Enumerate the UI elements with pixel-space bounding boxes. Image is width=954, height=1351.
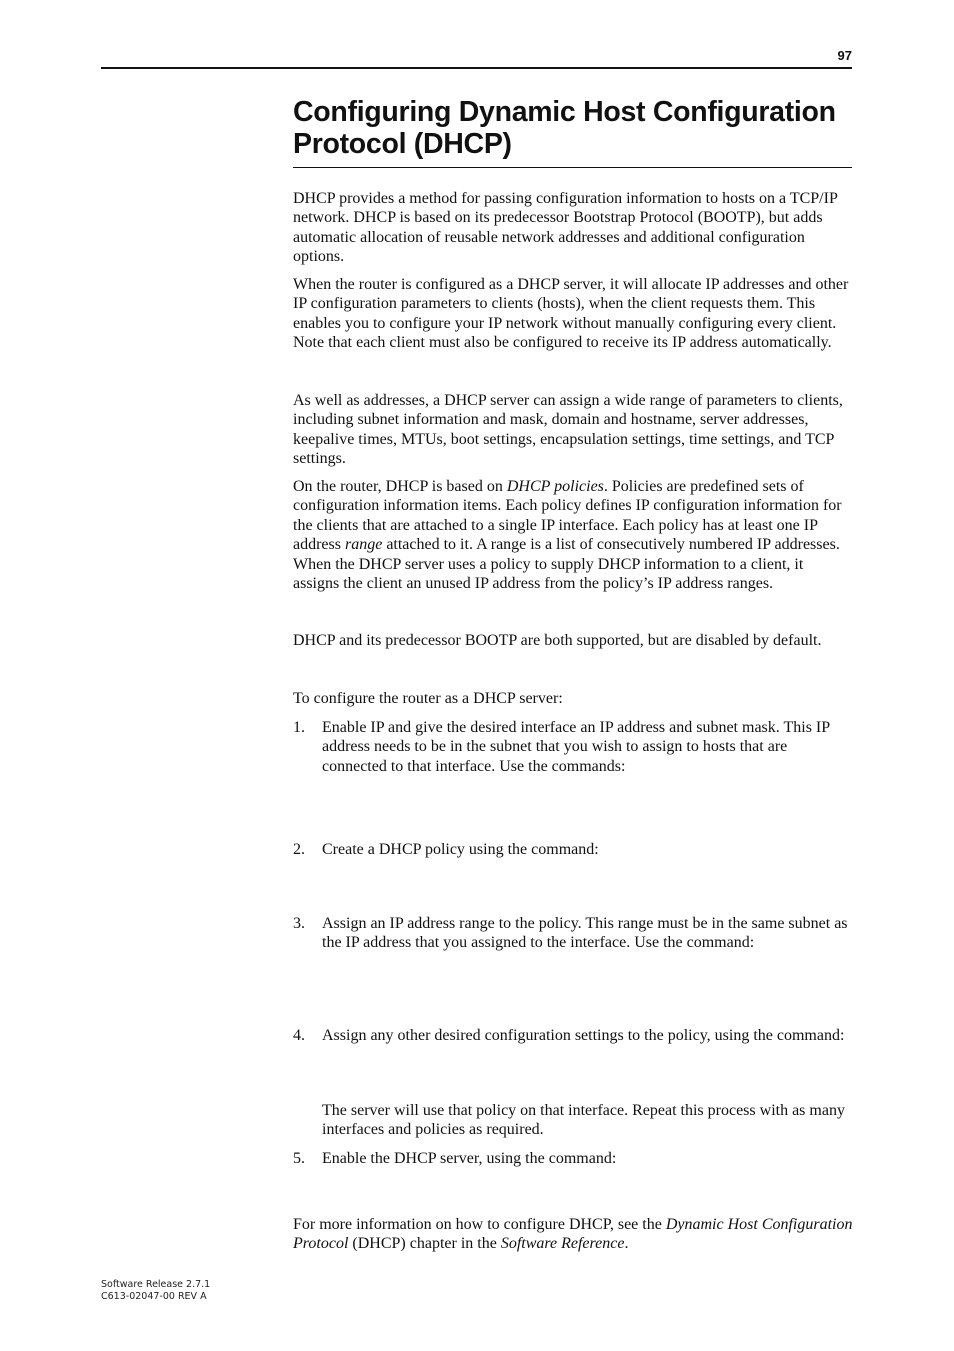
step-text: Assign an IP address range to the policy. This range must be in the same subnet as the IP address that you assigned to the interface. Use the command: [322, 915, 848, 952]
step-number: 2. [293, 841, 305, 858]
paragraph-server-role: When the router is configured as a DHCP server, it will allocate IP addresses and other IP configuration parameters to clients (hosts), when the client requests them. This enables you to configure your IP network without manually configuring every client. Note that each client must also be configured to receive its IP address automatically. [293, 276, 849, 352]
policies-term-dhcp-policies: DHCP policies [506, 478, 604, 495]
more-info-chapter-title: Dynamic Host Configuration Protocol [293, 1216, 853, 1253]
page-title: Configuring Dynamic Host Configuration Protocol (DHCP) [293, 96, 836, 160]
step-number: 3. [293, 915, 305, 932]
footer-release: Software Release 2.7.1 [101, 1279, 211, 1290]
paragraph-parameters: As well as addresses, a DHCP server can assign a wide range of parameters to clients, including subnet information and mask, domain and hostname, server addresses, keepalive times, MTUs, boot settings, encapsulation settings, time settings, and TCP settings. [293, 392, 843, 468]
title-rule [293, 167, 852, 168]
more-info-text-a: For more information on how to configure DHCP, see the [293, 1216, 666, 1233]
policies-text-e: attached to it. A range is a list of consecutively numbered IP addresses. When the DHCP server uses a policy to supply DHCP information to a client, it assigns the client an unused IP address from the policy’s IP address ranges. [293, 536, 840, 593]
policies-text-c: . Policies are predefined sets of configuration information items. Each policy defines IP configuration information for the clients that are attached to a single IP interface. Each policy has at least one IP address [293, 478, 842, 554]
paragraph-steps-intro: To configure the router as a DHCP server: [293, 690, 563, 707]
policies-term-range: range [344, 536, 383, 554]
more-info-book-title: Software Reference [500, 1235, 625, 1253]
paragraph-intro: DHCP provides a method for passing configuration information to hosts on a TCP/IP network. DHCP is based on its predecessor Bootstrap Protocol (BOOTP), but adds automatic allocation of reusable network addresses and additional configuration options. [293, 190, 838, 266]
more-info-text-e: . [624, 1235, 629, 1253]
paragraph-policies [293, 477, 853, 593]
step-text: Assign any other desired configuration settings to the policy, using the command: [322, 1027, 845, 1044]
step-text: Create a DHCP policy using the command: [322, 841, 599, 858]
paragraph-more-info [293, 1215, 853, 1254]
footer-document-code: C613-02047-00 REV A [101, 1291, 207, 1302]
step-text: Enable IP and give the desired interface an IP address and subnet mask. This IP address needs to be in the subnet that you wish to assign to hosts that are connected to that interface. Use the commands: [322, 719, 830, 775]
policies-text-a: On the router, DHCP is based on [293, 478, 507, 495]
more-info-text-c: (DHCP) chapter in the [348, 1235, 501, 1253]
step-number: 1. [293, 719, 305, 736]
header-rule [101, 67, 852, 69]
step-note-text: The server will use that policy on that interface. Repeat this process with as many interfaces and policies as required. [322, 1102, 845, 1139]
step-number: 5. [293, 1150, 305, 1167]
step-text: Enable the DHCP server, using the command: [322, 1150, 617, 1167]
step-number: 4. [293, 1027, 305, 1044]
footer [101, 1279, 210, 1303]
page-number: 97 [837, 48, 852, 63]
paragraph-bootp: DHCP and its predecessor BOOTP are both supported, but are disabled by default. [293, 632, 822, 649]
